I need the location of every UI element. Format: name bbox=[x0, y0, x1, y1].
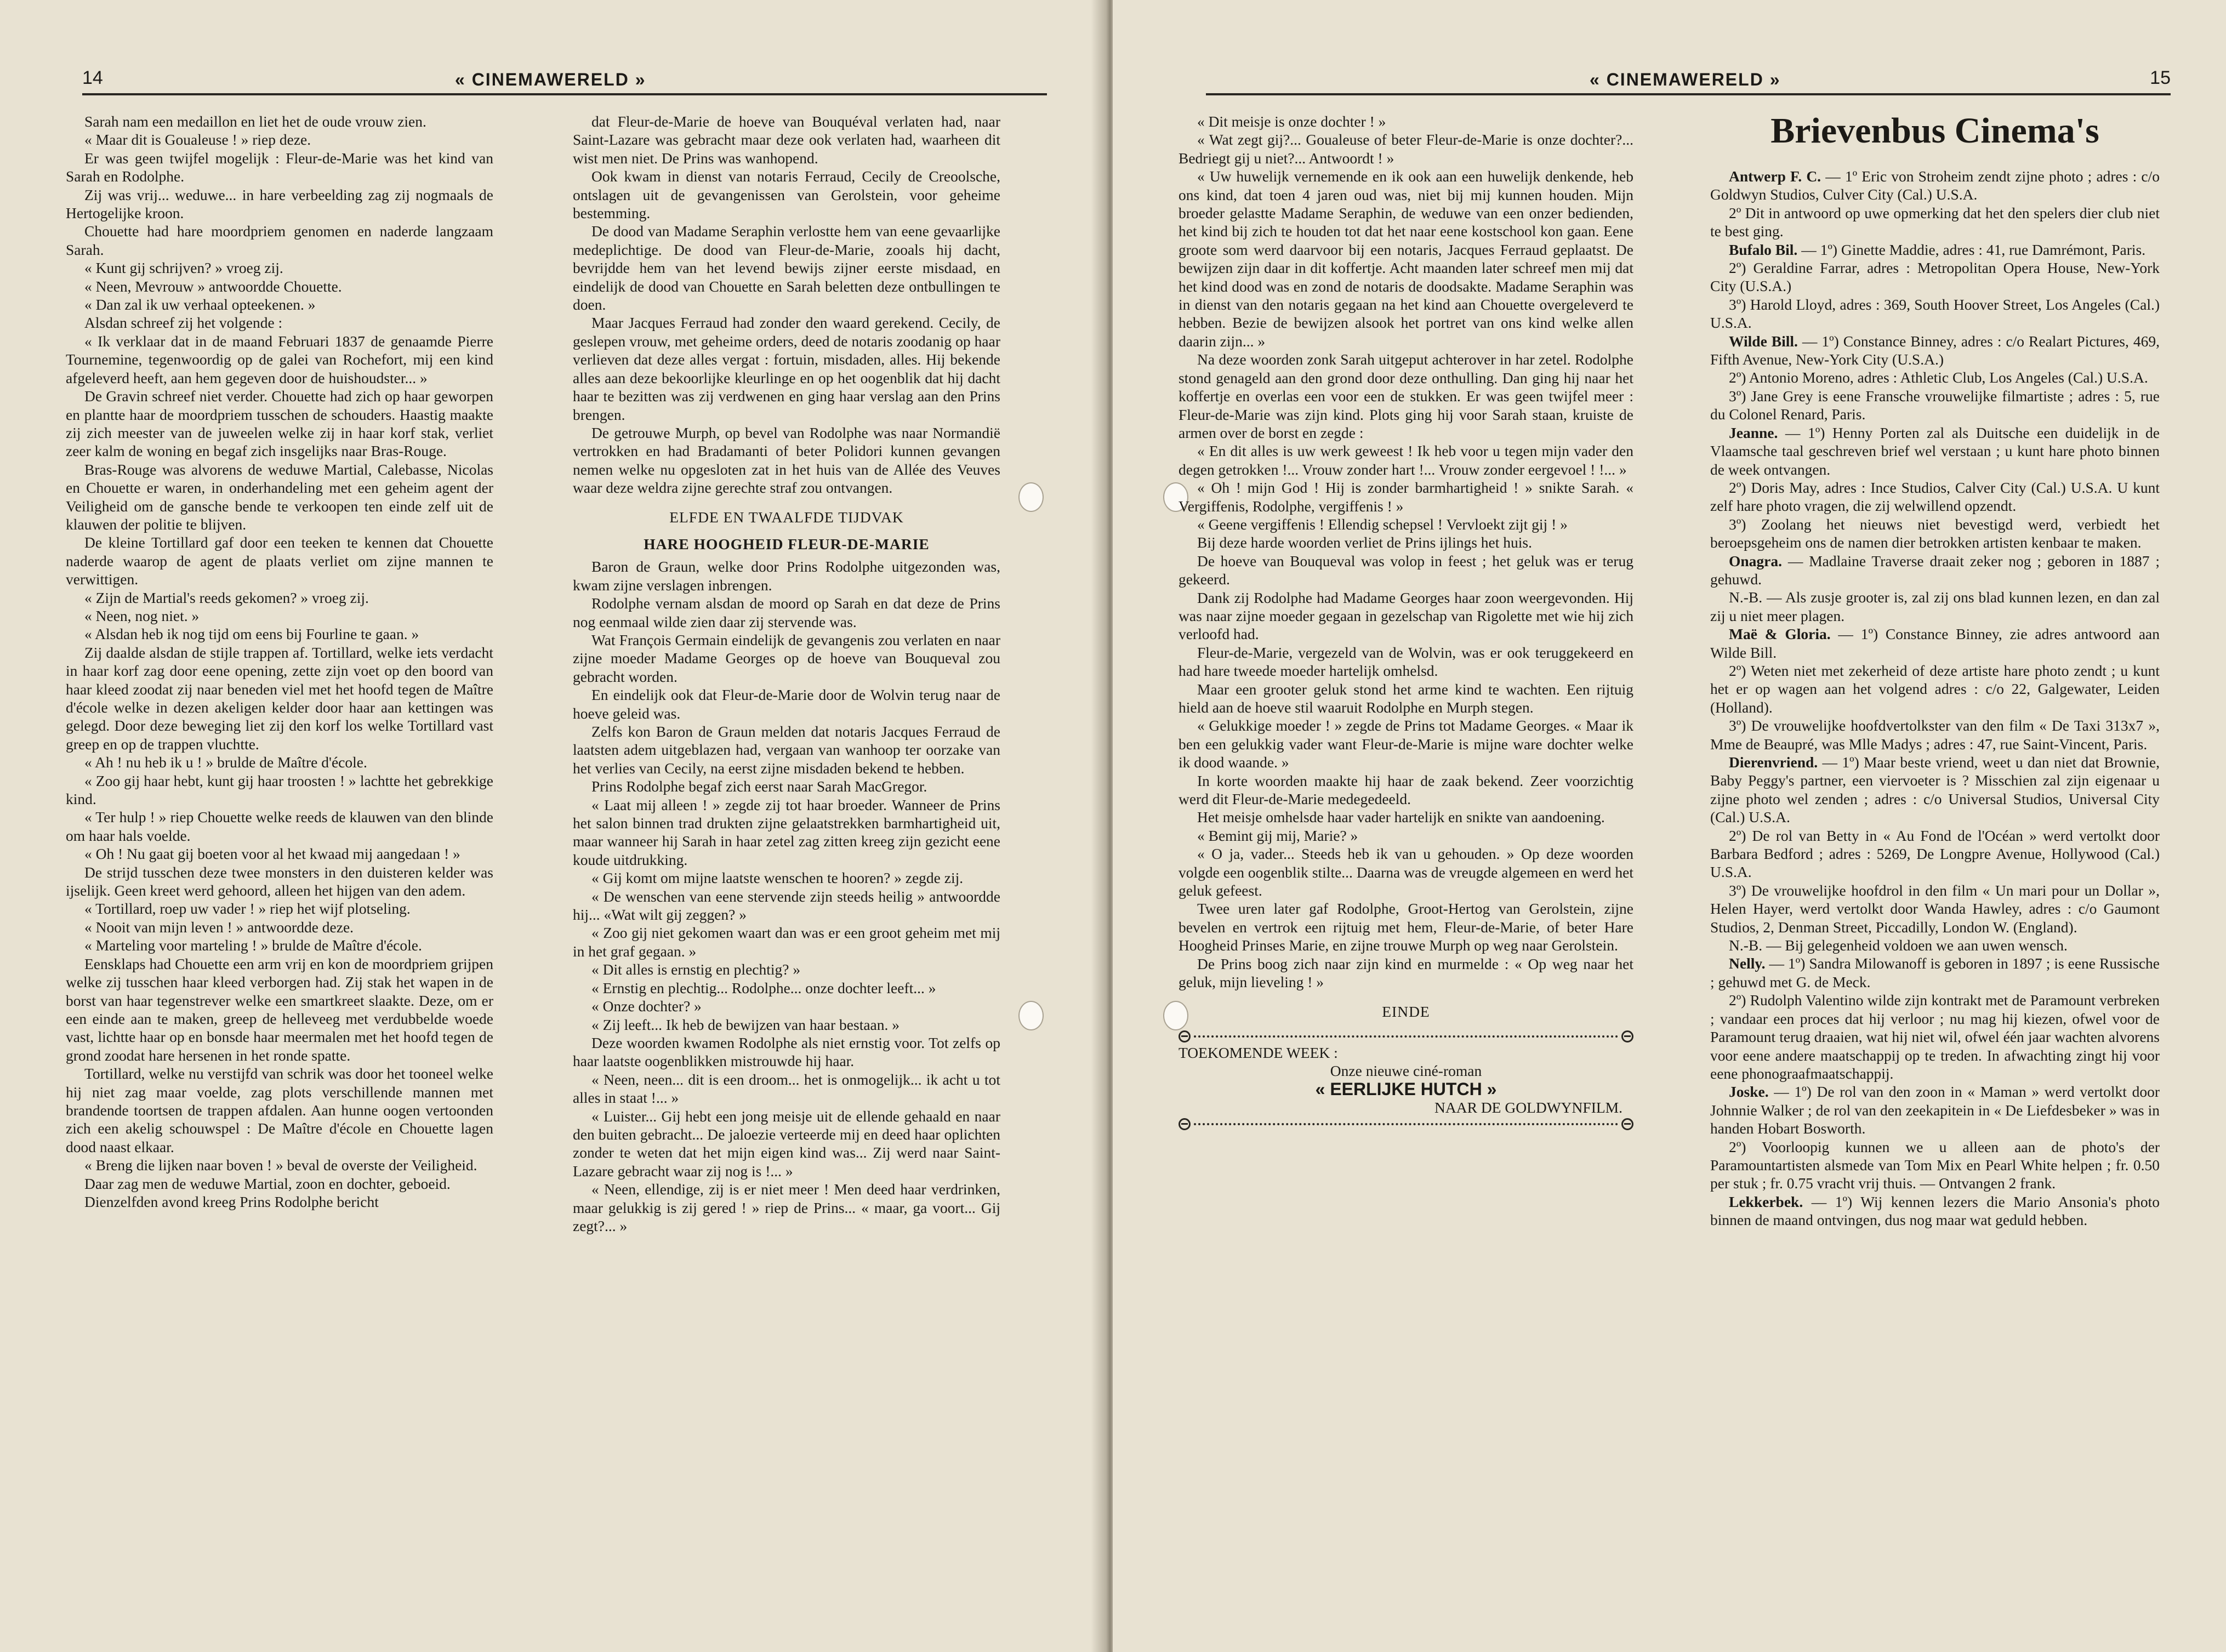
paragraph: « Laat mij alleen ! » zegde zij tot haar broeder. Wanneer de Prins het salon binnen trad drukten zijne gelaatstrekken barmhartigheid uit, maar wanneer hij Sarah in haar zetel zag zitten kreeg zijn gezicht eene koude uitdrukking. bbox=[573, 796, 1000, 868]
paragraph: Rodolphe vernam alsdan de moord op Sarah en dat deze de Prins nog eenmaal wilde zien daar zij stervende was. bbox=[573, 595, 1000, 630]
correspondent-name: Onagra. bbox=[1729, 552, 1783, 569]
paragraph: « Zoo gij niet gekomen waart dan was er een groot geheim met mij in het graf gegaan. » bbox=[573, 924, 1000, 960]
ad-line-3: « EERLIJKE HUTCH » bbox=[1315, 1079, 1497, 1099]
reply-text: 3º) Harold Lloyd, adres : 369, South Hoover Street, Los Angeles (Cal.) U.S.A. bbox=[1710, 295, 2160, 332]
reply-text: 2º) Antonio Moreno, adres : Athletic Club, Los Angeles (Cal.) U.S.A. bbox=[1729, 369, 2148, 386]
paragraph: « Dit alles is ernstig en plechtig? » bbox=[591, 961, 801, 978]
paragraph: De Prins boog zich naar zijn kind en murmelde : « Op weg naar het geluk, mijn lieveling ! » bbox=[1179, 955, 1633, 991]
paragraph: Deze woorden kwamen Rodolphe als niet ernstig voor. Tot zelfs op haar laatste oogenblikken mistrouwde hij haar. bbox=[573, 1034, 1000, 1070]
letter-reply bbox=[1710, 625, 2160, 662]
paragraph: « Maar dit is Goualeuse ! » riep deze. bbox=[84, 131, 311, 149]
next-week-ad bbox=[1179, 1029, 1633, 1131]
paragraph: Na deze woorden zonk Sarah uitgeput achterover in har zetel. Rodolphe stond genageld aan den grond door deze onthulling. Dan ging hij naar het koffertje en overlas een voor een de stukken. Er was geen twijfel meer : Fleur-de-Marie was zijn kind. Plots ging hij voor Sarah staan, kruiste de armen over de borst en zegde : bbox=[1179, 351, 1633, 441]
paragraph: « Gij komt om mijne laatste wenschen te hooren? » zegde zij. bbox=[591, 869, 964, 887]
letter-reply bbox=[1710, 295, 2160, 332]
paragraph: Dienzelfden avond kreeg Prins Rodolphe bericht bbox=[84, 1193, 379, 1210]
letter-reply bbox=[1710, 1083, 2160, 1137]
paragraph: In korte woorden maakte hij haar de zaak bekend. Zeer voorzichtig werd dit Fleur-de-Marie medegedeeld. bbox=[1179, 772, 1633, 808]
paragraph: Er was geen twijfel mogelijk : Fleur-de-Marie was het kind van Sarah en Rodolphe. bbox=[66, 149, 493, 185]
letter-reply bbox=[1710, 753, 2160, 827]
reply-text: 3º) De vrouwelijke hoofdrol in den film « Un mari pour un Dollar », Helen Hayer, werd vertolkt door Wanda Hawley, adres : c/o Gaumont Studios, 2, Denman Street, Piccadilly, London W. (England). bbox=[1710, 881, 2160, 936]
paragraph: « Wat zegt gij?... Goualeuse of beter Fleur-de-Marie is onze dochter?... Bedriegt gij u niet?... Antwoordt ! » bbox=[1179, 131, 1633, 167]
paragraph: « Kunt gij schrijven? » vroeg zij. bbox=[84, 259, 283, 277]
correspondent-name: Bufalo Bil. bbox=[1729, 241, 1798, 258]
einde-label: EINDE bbox=[1382, 1002, 1430, 1020]
paragraph: De getrouwe Murph, op bevel van Rodolphe was naar Normandië vertrokken en had Bradamanti of beter Polidori kunnen gevangen nemen welke nu opgesloten zat in het huis van de Allée des Veuves waar deze weldra zijne gerechte straf zou ontvangen. bbox=[573, 424, 1000, 497]
paragraph: « Zoo gij haar hebt, kunt gij haar troosten ! » lachtte het gebrekkige kind. bbox=[66, 772, 493, 808]
paragraph: Het meisje omhelsde haar vader hartelijk en snikte van aandoening. bbox=[1197, 808, 1605, 826]
paragraph: « Neen, neen... dit is een droom... het is onmogelijk... ik acht u tot alles in staat !... » bbox=[573, 1070, 1000, 1107]
column-4 bbox=[1710, 112, 2160, 1229]
letter-reply bbox=[1710, 936, 2160, 954]
letter-reply bbox=[1710, 204, 2160, 241]
ad-line-2: Onze nieuwe ciné-roman bbox=[1330, 1062, 1482, 1080]
correspondent-name: Nelly. bbox=[1729, 955, 1766, 972]
correspondent-name: Lekkerbek. bbox=[1729, 1193, 1803, 1210]
letter-reply bbox=[1710, 954, 2160, 991]
letter-reply bbox=[1710, 387, 2160, 424]
paragraph: « Onze dochter? » bbox=[591, 998, 702, 1015]
reply-text: 3º) Zoolang het nieuws niet bevestigd werd, verbiedt het beroepsgeheim ons de namen dier betrokken artisten kenbaar te maken. bbox=[1710, 515, 2160, 551]
paragraph: « Neen, Mevrouw » antwoordde Chouette. bbox=[84, 277, 342, 295]
letter-reply bbox=[1710, 1193, 2160, 1229]
paragraph: dat Fleur-de-Marie de hoeve van Bouquéval verlaten had, naar Saint-Lazare was gebracht maar deze ook verlaten had, waarheen dit wist men niet. De Prins was wanhopend. bbox=[573, 113, 1000, 167]
paragraph: « Luister... Gij hebt een jong meisje uit de ellende gehaald en naar den buiten gebracht... De jaloezie verteerde mij en deed haar oplichten zonder te weten dat het mijn eigen kind was... Zij werd naar Saint-Lazare gebracht waar zij nog is !... » bbox=[573, 1107, 1000, 1180]
letter-reply bbox=[1710, 662, 2160, 716]
letter-reply bbox=[1710, 332, 2160, 369]
letter-reply bbox=[1710, 827, 2160, 881]
reply-text: 2º) Rudolph Valentino wilde zijn kontrakt met de Paramount verbreken ; vandaar een proces dat hij verloor ; nu mag hij kiezen, ofwel voor de Paramount terug draaien, wat hij niet wil, ofwel één jaar wachten alvorens voor eene andere maatschappij op te treden. In afwachting zingt hij voor eene phonograafmaatschappij. bbox=[1710, 992, 2160, 1082]
paragraph: Ook kwam in dienst van notaris Ferraud, Cecily de Creoolsche, ontslagen uit de gevangenissen van Gerolstein, voor geheime bestemming. bbox=[573, 168, 1000, 222]
reply-text: 2º) Geraldine Farrar, adres : Metropolitan Opera House, New-York City (U.S.A.) bbox=[1710, 259, 2160, 295]
paragraph: Twee uren later gaf Rodolphe, Groot-Hertog van Gerolstein, zijne bevelen en vertrok een rijtuig met hem, Fleur-de-Marie, of beter Hare Hoogheid Prinses Marie, en zijne trouwe Murph op weg naar Gerolstein. bbox=[1179, 900, 1633, 954]
paragraph: Alsdan schreef zij het volgende : bbox=[84, 314, 283, 332]
reply-text: — 1º) De rol van den zoon in « Maman » werd vertolkt door Johnnie Walker ; de rol van den zeekapitein in « De Liefdesbeker » was in handen Hobart Bosworth. bbox=[1710, 1083, 2160, 1137]
correspondent-name: Wilde Bill. bbox=[1729, 332, 1798, 350]
paragraph: « Oh ! Nu gaat gij boeten voor al het kwaad mij aangedaan ! » bbox=[84, 845, 460, 863]
reply-text: 2º Dit in antwoord op uwe opmerking dat het den spelers dier club niet te best ging. bbox=[1710, 204, 2160, 240]
paragraph: Bij deze harde woorden verliet de Prins ijlings het huis. bbox=[1197, 534, 1532, 551]
letter-reply bbox=[1710, 1138, 2160, 1193]
paragraph: « De wenschen van eene stervende zijn steeds heilig » antwoordde hij... «Wat wilt gij zeggen? » bbox=[573, 887, 1000, 924]
letter-reply bbox=[1710, 259, 2160, 295]
correspondent-name: Antwerp F. C. bbox=[1729, 168, 1821, 185]
paragraph: Fleur-de-Marie, vergezeld van de Wolvin, was er ook teruggekeerd en had hare tweede moeder hartelijk omhelsd. bbox=[1179, 643, 1633, 680]
paragraph: « Neen, nog niet. » bbox=[84, 607, 200, 624]
paragraph: Daar zag men de weduwe Martial, zoon en dochter, geboeid. bbox=[84, 1175, 451, 1192]
reply-text: — 1º) Wij kennen lezers die Mario Ansonia's photo binnen de maand ontvingen, dus nog maar wat geduld hebben. bbox=[1710, 1193, 2160, 1229]
chapter-heading: HARE HOOGHEID FLEUR-DE-MARIE bbox=[644, 535, 930, 552]
reply-text: N.-B. — Bij gelegenheid voldoen we aan uwen wensch. bbox=[1729, 937, 2068, 954]
reply-text: — Madlaine Traverse draait zeker nog ; geboren in 1887 ; gehuwd. bbox=[1710, 552, 2160, 588]
reply-text: 3º) De vrouwelijke hoofdvertolkster van den film « De Taxi 313x7 », Mme de Beaupré, was Mlle Madys ; adres : 47, rue Saint-Vincent, Paris. bbox=[1710, 717, 2160, 753]
paragraph: De hoeve van Bouqueval was volop in feest ; het geluk was er terug gekeerd. bbox=[1179, 552, 1633, 588]
left-page bbox=[0, 0, 1105, 1652]
correspondent-name: Dierenvriend. bbox=[1729, 754, 1818, 771]
right-header bbox=[1206, 60, 2171, 95]
paragraph: « Nooit van mijn leven ! » antwoordde deze. bbox=[84, 918, 354, 936]
letter-reply bbox=[1710, 424, 2160, 478]
paragraph: Prins Rodolphe begaf zich eerst naar Sarah MacGregor. bbox=[591, 778, 927, 795]
paragraph: « Dit meisje is onze dochter ! » bbox=[1197, 113, 1386, 130]
ornament-rule bbox=[1179, 1029, 1633, 1044]
paragraph: « Breng die lijken naar boven ! » beval de overste der Veiligheid. bbox=[84, 1157, 477, 1174]
paragraph: Zij was vrij... weduwe... in hare verbeelding zag zij nogmaals de Hertogelijke kroon. bbox=[66, 186, 493, 222]
paragraph: « Zijn de Martial's reeds gekomen? » vroeg zij. bbox=[84, 589, 369, 606]
paragraph: Maar Jacques Ferraud had zonder den waard gerekend. Cecily, de geslepen vrouw, met geheime orders, deed de notaris zoodanig op haar verlieven dat deze alles vergat : fortuin, misdaden, alles. Hij bekende alles aan deze bekoorlijke kleurlinge en op het oogenblik dat hij dacht haar te bezitten was zij verdwenen en ging haar verslag aan den Prins brengen. bbox=[573, 314, 1000, 423]
section-title: Brievenbus Cinema's bbox=[1770, 111, 2099, 151]
paragraph: De strijd tusschen deze twee monsters in den duisteren kelder was ijselijk. Geen kreet werd gehoord, alleen het hijgen van den adem. bbox=[66, 863, 493, 899]
reply-text: — 1º) Sandra Milowanoff is geboren in 1897 ; is eene Russische ; gehuwd met G. de Meck. bbox=[1710, 955, 2160, 990]
reply-text: — 1º Eric von Stroheim zendt zijne photo ; adres : c/o Goldwyn Studios, Culver City (Cal.) U.S.A. bbox=[1710, 168, 2160, 203]
paragraph: Chouette had hare moordpriem genomen en naderde langzaam Sarah. bbox=[66, 223, 493, 258]
correspondent-name: Joske. bbox=[1729, 1083, 1769, 1101]
letter-reply bbox=[1710, 368, 2160, 386]
reply-text: 2º) Doris May, adres : Ince Studios, Calver City (Cal.) U.S.A. U kunt zelf hare photo vragen, die zij welwillend opzendt. bbox=[1710, 478, 2160, 515]
paragraph: Sarah nam een medaillon en liet het de oude vrouw zien. bbox=[84, 113, 426, 130]
reply-text: 3º) Jane Grey is eene Fransche vrouwelijke filmartiste ; adres : 5, rue du Colonel Renard, Paris. bbox=[1710, 387, 2160, 423]
letter-reply bbox=[1710, 716, 2160, 753]
paragraph: Dank zij Rodolphe had Madame Georges haar zoon weergevonden. Hij was naar zijne moeder gegaan in gezelschap van Rigolette met wie hij zich verloofd had. bbox=[1179, 589, 1633, 643]
paragraph: « Tortillard, roep uw vader ! » riep het wijf plotseling. bbox=[84, 900, 411, 918]
reply-text: — 1º) Constance Binney, zie adres antwoord aan Wilde Bill. bbox=[1710, 625, 2160, 661]
paragraph: « Dan zal ik uw verhaal opteekenen. » bbox=[84, 296, 316, 314]
paragraph: Baron de Graun, welke door Prins Rodolphe uitgezonden was, kwam zijne verslagen inbrengen. bbox=[573, 558, 1000, 594]
paragraph: De kleine Tortillard gaf door een teeken te kennen dat Chouette naderde waarop de agent de plaats verliet om zijne mannen te verwittigen. bbox=[66, 534, 493, 588]
page-number: 14 bbox=[82, 67, 103, 88]
reply-text: — 1º) Ginette Maddie, adres : 41, rue Damrémont, Paris. bbox=[1797, 241, 2146, 258]
letter-reply bbox=[1710, 478, 2160, 515]
masthead: « CINEMAWERELD » bbox=[455, 70, 646, 89]
ornament-rule bbox=[1179, 1117, 1633, 1131]
ad-line-1: TOEKOMENDE WEEK : bbox=[1179, 1044, 1338, 1061]
left-header bbox=[82, 60, 1047, 95]
correspondent-name: Jeanne. bbox=[1729, 424, 1778, 441]
reply-text: 2º) De rol van Betty in « Au Fond de l'Océan » werd vertolkt door Barbara Bedford ; adres : 5269, De Longpre Avenue, Hollywood (Cal.) U.S.A. bbox=[1710, 827, 2160, 881]
letter-reply bbox=[1710, 991, 2160, 1083]
paragraph: « Alsdan heb ik nog tijd om eens bij Fourline te gaan. » bbox=[84, 625, 419, 643]
paragraph: Zelfs kon Baron de Graun melden dat notaris Jacques Ferraud de laatsten adem uitgeblazen had, vergaan van wanhoop ter oorzake van het verlies van Cecily, na eerst zijne misdaden bekend te hebben. bbox=[573, 723, 1000, 777]
reply-text: — 1º) Constance Binney, adres : c/o Realart Pictures, 469, Fifth Avenue, New-York City (U.S.A.) bbox=[1710, 332, 2160, 368]
chapter-subheading: ELFDE EN TWAALFDE TIJDVAK bbox=[669, 508, 904, 526]
reply-text: — 1º) Henny Porten zal als Duitsche een duidelijk in de Vlaamsche taal geschreven brief wel verstaan ; u kunt hare photo binnen de week ontvangen. bbox=[1710, 424, 2160, 478]
paragraph: Wat François Germain eindelijk de gevangenis zou verlaten en naar zijne moeder Madame Georges op de hoeve van Bouqueval zou gebracht worden. bbox=[573, 631, 1000, 685]
paragraph: « Oh ! mijn God ! Hij is zonder barmhartigheid ! » snikte Sarah. « Vergiffenis, Rodolphe, vergiffenis ! » bbox=[1179, 479, 1633, 515]
masthead: « CINEMAWERELD » bbox=[1590, 70, 1781, 89]
letter-reply bbox=[1710, 515, 2160, 552]
paragraph: « Ter hulp ! » riep Chouette welke reeds de klauwen van den blinde om haar hals voelde. bbox=[66, 808, 493, 844]
paragraph: Eensklaps had Chouette een arm vrij en kon de moordpriem grijpen welke zij tusschen haar kleed verborgen had. Zij stak het wapen in de borst van haar tegenstrever welke een smartkreet slaakte. Deze, om er een einde aan te maken, greep de helleveeg met verdubbelde woede vast, lichtte haar op en bonsde haar meermalen met het hoofd tegen de grond zoodat hare hersenen in het ronde spatte. bbox=[66, 955, 493, 1064]
reply-text: 2º) Voorloopig kunnen we u alleen aan de photo's der Paramountartisten alsmede van Tom Mix en Pearl White helpen ; fr. 0.50 per stuk ; fr. 0.75 vracht vrij thuis. — Ontvangen 2 frank. bbox=[1710, 1138, 2160, 1192]
paragraph: « Neen, ellendige, zij is er niet meer ! Men deed haar verdrinken, maar gelukkig is zij gered ! » riep de Prins... « maar, ga voort... Gij zegt?... » bbox=[573, 1181, 1000, 1234]
paragraph: « Gelukkige moeder ! » zegde de Prins tot Madame Georges. « Maar ik ben een gelukkig vader want Fleur-de-Marie is mijne ware dochter welke ik dood waande. » bbox=[1179, 717, 1633, 771]
column-1 bbox=[66, 112, 493, 1211]
ad-line-4: NAAR DE GOLDWYNFILM. bbox=[1434, 1099, 1622, 1116]
reply-text: 2º) Weten niet met zekerheid of deze artiste hare photo zendt ; u kunt het er op wagen aan het volgend adres : c/o 22, Galgewater, Leiden (Holland). bbox=[1710, 662, 2160, 716]
paragraph: En eindelijk ook dat Fleur-de-Marie door de Wolvin terug naar de hoeve geleid was. bbox=[573, 686, 1000, 722]
paragraph: Maar een grooter geluk stond het arme kind te wachten. Een rijtuig hield aan de hoeve stil waaruit Rodolphe en Murph stegen. bbox=[1179, 680, 1633, 716]
paragraph: « Zij leeft... Ik heb de bewijzen van haar bestaan. » bbox=[591, 1016, 899, 1033]
paragraph: « Ernstig en plechtig... Rodolphe... onze dochter leeft... » bbox=[591, 979, 936, 996]
paragraph: Tortillard, welke nu verstijfd van schrik was door het tooneel welke hij niet zag maar voelde, zag plots verschillende mannen met brandende toortsen de trappen afdalen. Aan hunne oogen vertoonden zich een akelig schouwspel : De Maître d'école en Chouette lagen dood naast elkaar. bbox=[66, 1065, 493, 1155]
paragraph: « Marteling voor marteling ! » brulde de Maître d'école. bbox=[84, 937, 422, 954]
page-number: 15 bbox=[2150, 67, 2171, 88]
reply-text: — 1º) Maar beste vriend, weet u dan niet dat Brownie, Baby Peggy's partner, een viervoeter is ? Misschien zal zijn eigenaar u zijne photo wel zenden ; adres : c/o Universal Studios, Universal City (Cal.) U.S.A. bbox=[1710, 754, 2160, 826]
column-2 bbox=[573, 112, 1000, 1235]
paragraph: De Gravin schreef niet verder. Chouette had zich op haar geworpen en plantte haar de moordpriem tusschen de schouders. Haastig maakte zij zich meester van de juweelen welke zij in haar korf stak, verliet zeer kalm de woning en begaf zich insgelijks naar Bras-Rouge. bbox=[66, 388, 493, 460]
paragraph: « Ah ! nu heb ik u ! » brulde de Maître d'école. bbox=[84, 754, 367, 771]
letter-reply bbox=[1710, 881, 2160, 936]
paragraph: « Geene vergiffenis ! Ellendig schepsel ! Vervloekt zijt gij ! » bbox=[1197, 515, 1568, 533]
paragraph: Zij daalde alsdan de stijle trappen af. Tortillard, welke iets verdacht in haar korf zag door eene opening, zette zijn voet op den boord van haar kleed zoodat zij naar beneden viel met het hoofd tegen de Maître d'école welke in dezen akeligen kelder door haar aan kettingen was gelegd. Door deze beweging liet zij den korf los welke Tortillard vast greep en op de trappen vluchtte. bbox=[66, 643, 493, 753]
paragraph: « O ja, vader... Steeds heb ik van u gehouden. » Op deze woorden volgde een oogenblik stilte... Daarna was de vreugde algemeen en werd het geluk gefeest. bbox=[1179, 845, 1633, 899]
correspondent-name: Maë & Gloria. bbox=[1729, 625, 1831, 643]
punch-hole bbox=[1018, 1001, 1044, 1030]
letter-reply bbox=[1710, 552, 2160, 589]
letter-reply bbox=[1710, 588, 2160, 625]
paragraph: « Ik verklaar dat in de maand Februari 1837 de genaamde Pierre Tournemine, tegenwoordig op de galei van Rochefort, mij een kind afgeleverd heeft, aan hem gegeven door de huishoudster... » bbox=[66, 332, 493, 386]
paragraph: De dood van Madame Seraphin verlostte hem van eene gevaarlijke medeplichtige. De dood van Fleur-de-Marie, zooals hij dacht, bevrijdde hem van het levend bewijs zijner eerste misdaad, en eindelijk de dood van Chouette en Sarah beletten deze ontbullingen te doen. bbox=[573, 223, 1000, 314]
paragraph: Bras-Rouge was alvorens de weduwe Martial, Calebasse, Nicolas en Chouette er waren, in onderhandeling met een geheim agent der Veiligheid om de gansche bende te verkoopen ten einde zelf uit de klauwen der politie te blijven. bbox=[66, 460, 493, 533]
paragraph: « Bemint gij mij, Marie? » bbox=[1197, 827, 1358, 844]
letter-reply bbox=[1710, 167, 2160, 204]
paragraph: « Uw huwelijk vernemende en ik ook aan een huwelijk denkende, heb ons kind, dat toen 4 jaren oud was, niet bij mij kunnen houden. Mijn broeder gelastte Madame Seraphin, de weduwe van een onzer bedienden, het kind bij zich te houden tot dat het naar eene kostschool kon gaan. Eene groote som werd daarvoor bij een notaris, Jacques Ferraud geplaatst. De bewijzen zijn daar in dit koffertje. Acht maanden later schreef men mij dat het kind dood was en zond de notaris de doodsakte. Madame Seraphin was in dienst van den notaris gegaan na het kind aan Chouette overgeleverd te hebben. Bezie de bewijzen alsook het portret van ons kind welke allen daarin zijn... » bbox=[1179, 168, 1633, 350]
column-3 bbox=[1179, 112, 1633, 1131]
letter-reply bbox=[1710, 241, 2160, 259]
paragraph: « En dit alles is uw werk geweest ! Ik heb voor u tegen mijn vader den degen getrokken !... Vrouw zonder hart !... Vrouw zonder eergevoel ! !... » bbox=[1179, 442, 1633, 478]
punch-hole bbox=[1018, 482, 1044, 512]
reply-text: N.-B. — Als zusje grooter is, zal zij ons blad kunnen lezen, en dan zal zij u niet meer plagen. bbox=[1710, 589, 2160, 624]
